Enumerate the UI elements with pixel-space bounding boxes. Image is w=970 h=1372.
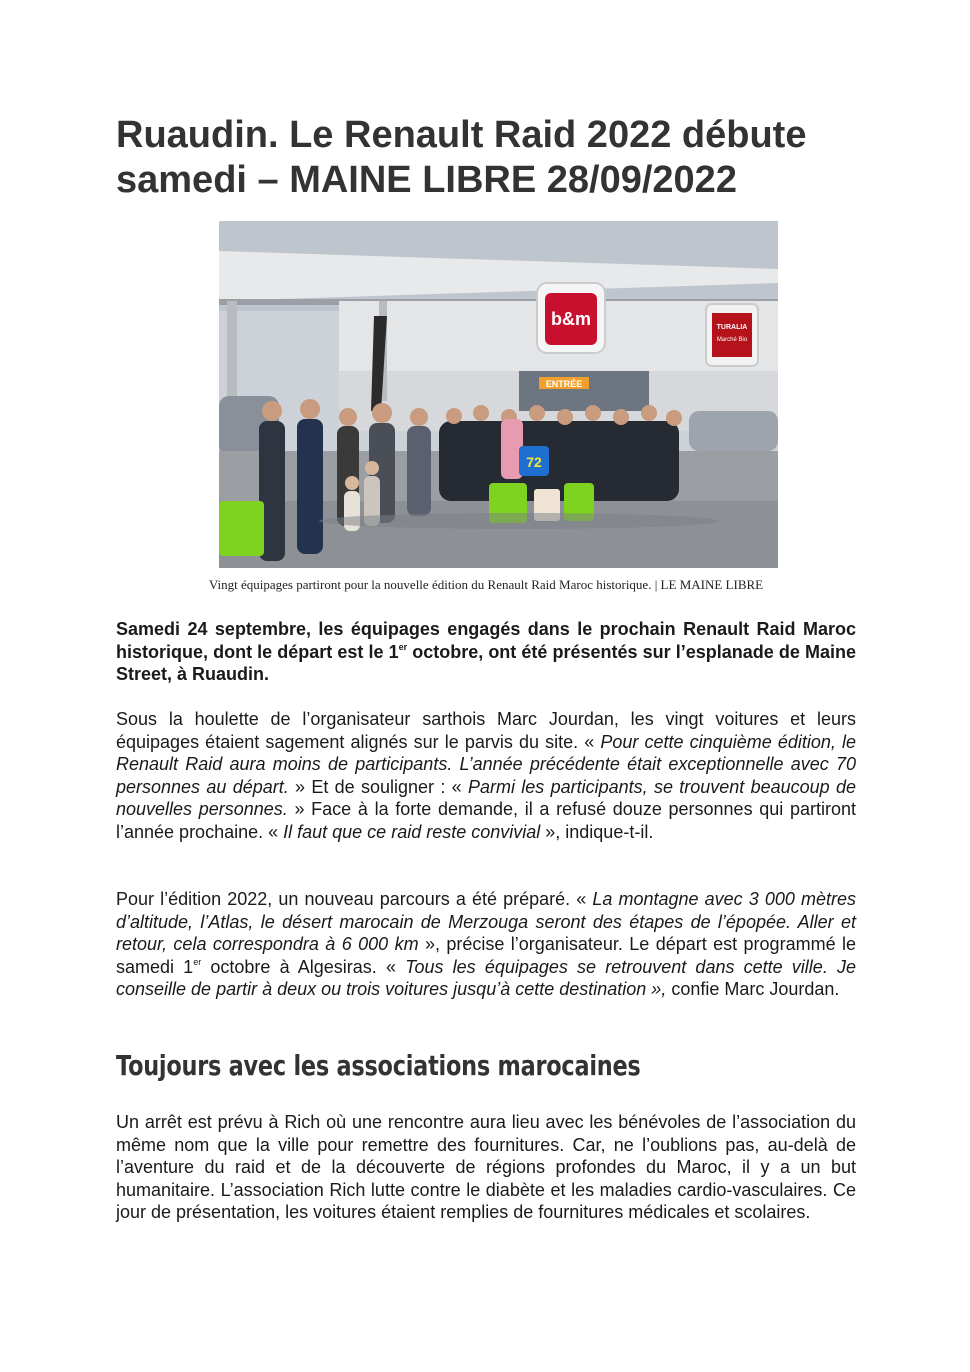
p2-quote-1: La montagne avec 3 000 mètres d’altitude, l’Atlas, le désert marocain de Merzouga seront des étapes de l’épopée. Aller et retour, cela correspondra à 6 000 km [116, 889, 856, 954]
photo-caption: Vingt équipages partiront pour la nouvelle édition du Renault Raid Maroc historique. | LE MAINE LIBRE [208, 577, 764, 592]
p2-text-3: octobre à Algesiras. « [201, 956, 406, 977]
store-logo-text: b&m [551, 309, 591, 329]
section-subheading: Toujours avec les associations marocaines [116, 1049, 641, 1082]
lead-text-1: Samedi 24 septembre, les équipages engagés dans le prochain Renault Raid Maroc historique, dont le départ est le 1 [116, 619, 856, 662]
p2-quote-2: Tous les équipages se retrouvent dans cette ville. Je conseille de partir à deux ou trois voitures jusqu’à cette destination », [116, 956, 856, 999]
car-number-text: 72 [526, 454, 542, 470]
p1-text-1: Sous la houlette de l’organisateur sarthois Marc Jourdan, les vingt voitures et leurs équipages étaient sagement alignés sur le parvis du site. « [116, 709, 856, 752]
p1-text-2: » Et de souligner : « [288, 776, 468, 797]
article-title: Ruaudin. Le Renault Raid 2022 débute samedi – MAINE LIBRE 28/09/2022 [116, 114, 807, 201]
entrance-sign-text: ENTRÉE [545, 379, 583, 389]
p2-text-1: Pour l’édition 2022, un nouveau parcours a été préparé. « [116, 889, 593, 909]
p2-superscript: er [193, 956, 202, 967]
p2-text-2: », précise l’organisateur. Le départ est programmé le samedi 1 [116, 934, 856, 977]
paragraph-1 [116, 708, 856, 843]
article-photo [219, 221, 778, 568]
p1-text-4: », indique-t-il. [540, 821, 654, 842]
store-sign-text-2: Marché Bio [716, 337, 748, 343]
lead-superscript: er [398, 641, 408, 652]
lead-paragraph [116, 618, 856, 686]
paragraph-4: Un arrêt est prévu à Rich où une rencontre aura lieu avec les bénévoles de l’association du même nom que la ville pour remettre des fournitures. Car, ne l’oublions pas, au-delà de l’aventure du raid et de la découverte de régions profondes du Maroc, il y a un but humanitaire. L’association Rich lutte contre le diabète et les maladies cardio-vasculaires. Ce jour de présentation, les voitures étaient remplies de fournitures médicales et scolaires. [116, 1112, 856, 1222]
p1-quote-3: Il faut que ce raid reste convivial [283, 821, 541, 842]
store-sign-text-1: TURALIA [716, 324, 748, 331]
paragraph-2 [116, 888, 856, 1001]
p1-quote-1: Pour cette cinquième édition, le Renault Raid aura moins de participants. L’année précédente était exceptionnelle avec 70 personnes au départ. [116, 731, 856, 797]
p1-quote-2: Parmi les participants, se trouvent beaucoup de nouvelles personnes. [116, 776, 857, 819]
group-photo-illustration [219, 221, 778, 568]
p2-text-4: confie Marc Jourdan. [666, 979, 840, 999]
lead-text-2: octobre, ont été présentés sur l’esplanade de Maine Street, à Ruaudin. [116, 641, 856, 684]
p1-text-3: » Face à la forte demande, il a refusé douze personnes qui partiront l’année prochaine. « [116, 799, 856, 842]
